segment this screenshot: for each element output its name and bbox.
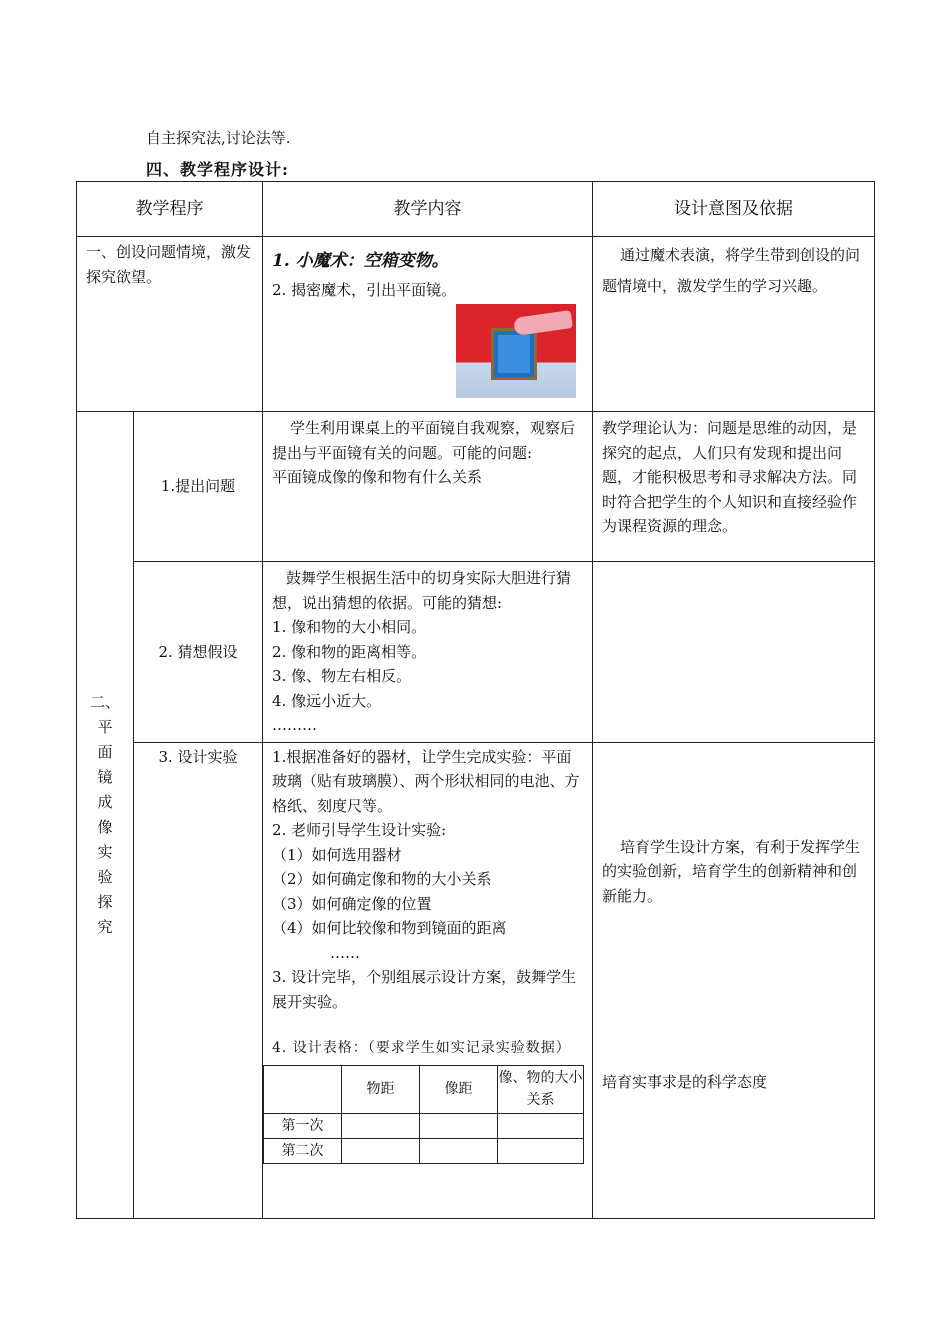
content-cell: 鼓舞学生根据生活中的切身实际大胆进行猜想，说出猜想的依据。可能的猜想: 1. 像和物的大小相同。 2. 像和物的距离相等。 3. 像、物左右相反。 4. 像远小近大。 ………: [263, 562, 593, 743]
section-title: 四、教学程序设计:: [146, 160, 289, 179]
content-cell: 学生利用课桌上的平面镜自我观察，观察后提出与平面镜有关的问题。可能的问题: 平面镜成像的像和物有什么关系: [263, 412, 593, 562]
intent-cell-empty: [593, 562, 875, 743]
table-row: [77, 237, 875, 412]
content-cell: [263, 237, 593, 412]
table-row: [77, 412, 875, 562]
step-design-experiment: 3. 设计实验: [134, 742, 263, 1218]
section2-label: 二、 平 面 镜 成 像 实 验 探 究: [77, 412, 134, 1219]
intent-cell: 教学理论认为：问题是思维的动因，是探究的起点，人们只有发现和提出问题，才能积极思考和寻求解决方法。同时符合把学生的个人知识和直接经验作为课程资源的理念。: [593, 412, 875, 562]
header-content: 教学内容: [263, 182, 593, 237]
table-row-label: 第一次: [264, 1113, 342, 1138]
content-cell: 1.根据准备好的器材，让学生完成实验：平面玻璃（贴有玻璃膜）、两个形状相同的电池、方格纸、刻度尺等。 2. 老师引导学生设计实验: （1）如何选用器材 （2）如何确定像和物的大小关系 （3）如何确定像的位置 （4）如何比较像和物到镜面的距离 …… 3. 设计完毕，个别组展示设计方案，鼓舞学生展开实验。 4. 设计表格：（要求学生如实记录实验数据） 物距 像距 像、物的大小关系 第一次 第二次: [263, 742, 593, 1218]
table-row: [77, 562, 875, 743]
methods-text: 自主探究法,讨论法等.: [146, 129, 291, 147]
step-create-situation: 一、创设问题情境，激发探究欲望。: [77, 237, 263, 412]
table-row: [77, 742, 875, 1218]
header-intent: 设计意图及依据: [593, 182, 875, 237]
hand-shape: [513, 310, 573, 336]
step-hypothesis: 2. 猜想假设: [134, 562, 263, 743]
blue-box-shape: [491, 328, 537, 380]
teaching-procedure-table: [76, 181, 875, 1219]
step-ask-question: 1.提出问题: [134, 412, 263, 562]
intent-cell: 通过魔术表演，将学生带到创设的问题情境中，激发学生的学习兴趣。: [593, 237, 875, 412]
magic-box-photo: [456, 304, 576, 398]
intent-cell: 培育学生设计方案，有利于发挥学生的实验创新，培育学生的创新精神和创新能力。 培育实事求是的科学态度: [593, 742, 875, 1218]
magic-reveal: 2. 揭密魔术，引出平面镜。: [272, 280, 457, 299]
header-procedure: 教学程序: [77, 182, 263, 237]
table-header-row: [77, 182, 875, 237]
data-record-table: 物距 像距 像、物的大小关系 第一次 第二次: [263, 1065, 584, 1164]
magic-title: 1. 小魔术：空箱变物。: [272, 251, 449, 271]
table-row-label: 第二次: [264, 1138, 342, 1163]
